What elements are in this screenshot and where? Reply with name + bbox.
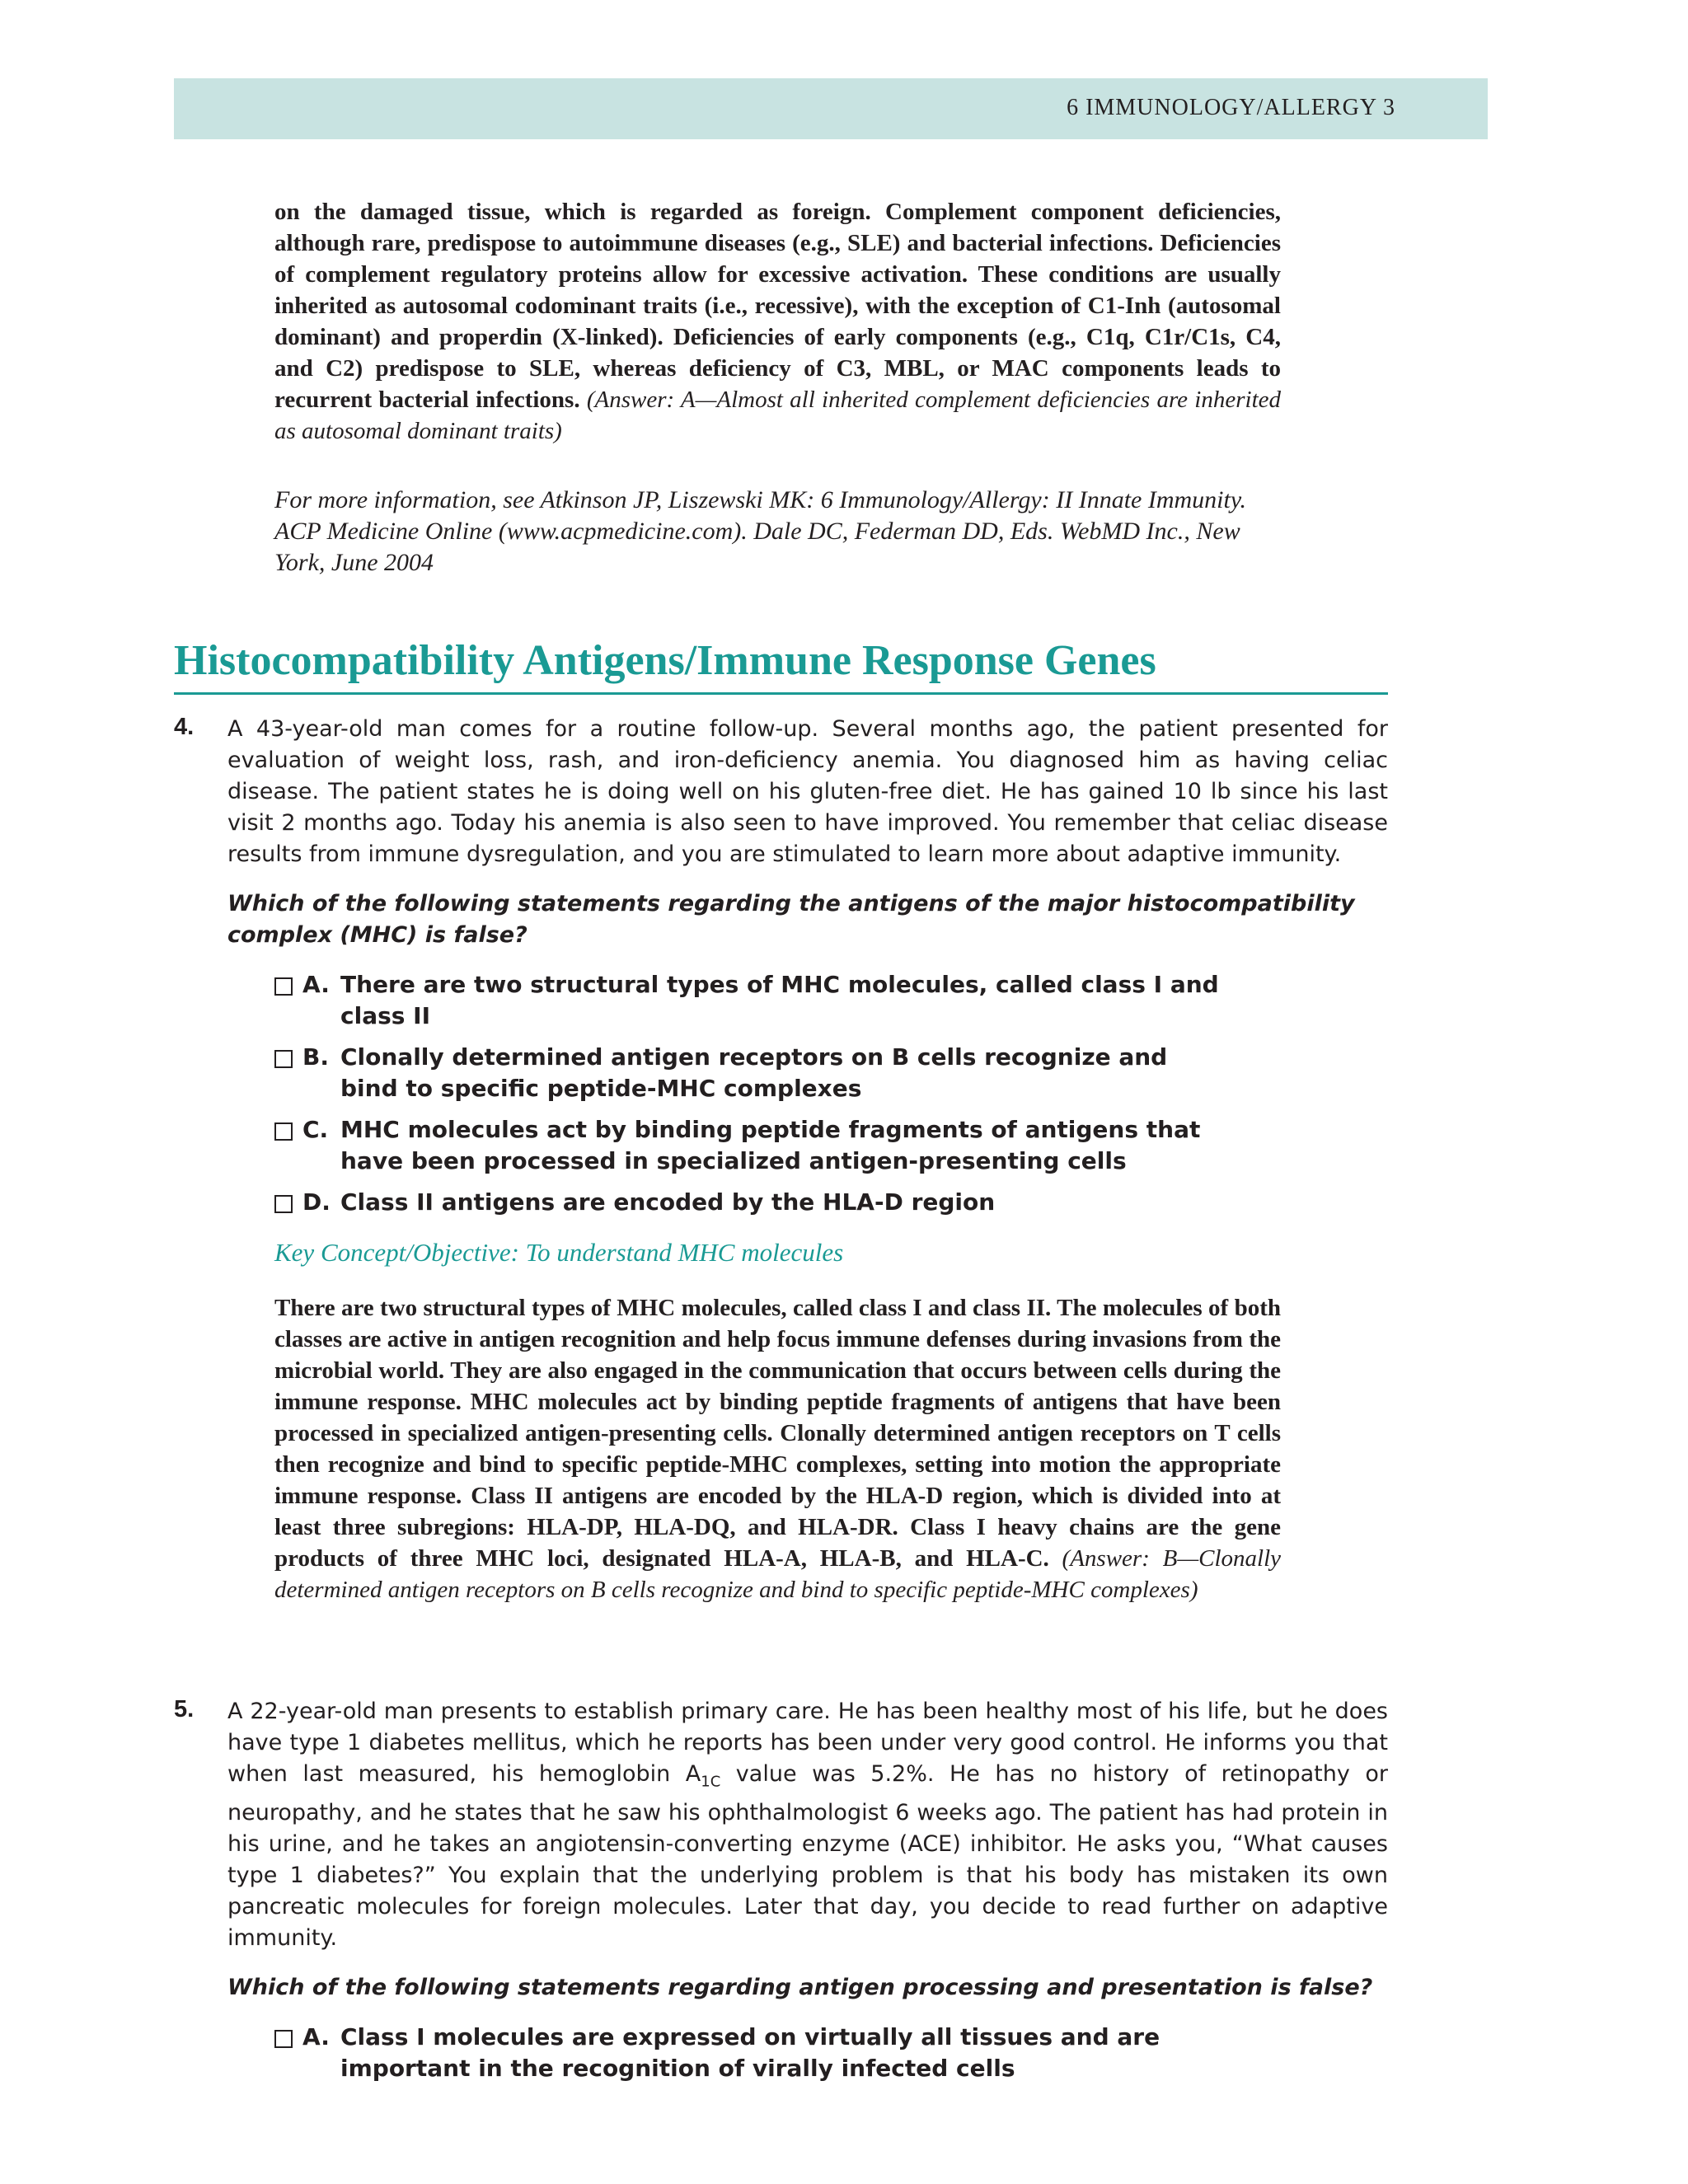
option-letter: A. xyxy=(302,2023,330,2051)
running-head: 6 IMMUNOLOGY/ALLERGY 3 xyxy=(1067,95,1395,120)
checkbox-icon[interactable] xyxy=(274,1122,293,1141)
options-list xyxy=(274,969,1222,1218)
stem-part-2: value was 5.2%. He has no history of retinopathy or neuropathy, and he states that he saw his ophthalmologist 6 weeks ago. The patient has had protein in his urine, and he takes an angiotensin-converting enzyme (ACE) inhibitor. He asks you, “What causes type 1 diabetes?” You explain that the underlying problem is that his body has mistaken its own pancreatic molecules for foreign molecules. Later that day, you decide to read further on adaptive immunity. xyxy=(227,1761,1388,1952)
option-letter: B. xyxy=(302,1043,329,1071)
option-a[interactable] xyxy=(274,969,1222,1032)
previous-explanation-text: on the damaged tissue, which is regarded as foreign. Complement component deficiencies, although rare, predispose to autoimmune diseases (e.g., SLE) and bacterial infections. Deficiencies of complement regulatory proteins allow for excessive activation. These conditions are usually inherited as autosomal codominant traits (i.e., recessive), with the exception of C1-Inh (autosomal dominant) and properdin (X-linked). Deficiencies of early components (e.g., C1q, C1r/C1s, C4, and C2) predispose to SLE, whereas deficiency of C3, MBL, or MAC components leads to recurrent bacterial infections. xyxy=(274,199,1281,413)
answer-explanation xyxy=(274,1292,1281,1605)
checkbox-icon[interactable] xyxy=(274,1195,293,1213)
option-letter: A. xyxy=(302,971,330,998)
previous-answer-explanation xyxy=(274,196,1281,447)
option-text: Class I molecules are expressed on virtually all tissues and are important in the recognition of virally infected cells xyxy=(340,2023,1160,2083)
options-list xyxy=(274,2022,1222,2084)
question-prompt: Which of the following statements regarding the antigens of the major histocompatibility complex (MHC) is false? xyxy=(227,891,1355,948)
option-letter: D. xyxy=(302,1188,331,1216)
option-text: Class II antigens are encoded by the HLA-D region xyxy=(340,1188,996,1216)
option-a[interactable] xyxy=(274,2022,1222,2084)
subscript: 1C xyxy=(701,1773,721,1791)
question-5 xyxy=(174,1696,1388,2094)
checkbox-icon[interactable] xyxy=(274,1050,293,1068)
option-d[interactable] xyxy=(274,1187,1222,1218)
running-header-band xyxy=(174,78,1488,139)
option-text: There are two structural types of MHC molecules, called class I and class II xyxy=(340,971,1219,1029)
question-stem: A 43-year-old man comes for a routine follow-up. Several months ago, the patient presented for evaluation of weight loss, rash, and iron-deficiency anemia. You diagnosed him as having celiac disease. The patient states he is doing well on his gluten-free diet. He has gained 10 lb since his last visit 2 months ago. Today his anemia is also seen to have improved. You remember that celiac disease results from immune dysregulation, and you are stimulated to learn more about adaptive immunity. xyxy=(227,716,1388,867)
stem-part-1: A 22-year-old man presents to establish primary care. He has been healthy most of his life, but he does have type 1 diabetes mellitus, which he reports has been under very good control. He informs you that when last measured, his hemoglobin A xyxy=(227,1699,1388,1787)
question-number: 4. xyxy=(174,714,195,740)
question-number: 5. xyxy=(174,1696,195,1722)
more-info-reference: For more information, see Atkinson JP, Liszewski MK: 6 Immunology/Allergy: II Innate Immunity. ACP Medicine Online (www.acpmedicine.com). Dale DC, Federman DD, Eds. WebMD Inc., New York, June 2004 xyxy=(274,486,1247,576)
question-stem xyxy=(227,1696,1388,1954)
key-concept: Key Concept/Objective: To understand MHC molecules xyxy=(274,1238,844,1267)
checkbox-icon[interactable] xyxy=(274,2030,293,2048)
option-letter: C. xyxy=(302,1116,329,1143)
section-title: Histocompatibility Antigens/Immune Response Genes xyxy=(174,636,1388,695)
option-b[interactable] xyxy=(274,1042,1222,1104)
explanation-text: There are two structural types of MHC molecules, called class I and class II. The molecules of both classes are active in antigen recognition and help focus immune defenses during invasions from the microbial world. They are also engaged in the communication that occurs between cells during the immune response. MHC molecules act by binding peptide fragments of antigens that have been processed in specialized antigen-presenting cells. Clonally determined antigen receptors on T cells then recognize and bind to specific peptide-MHC complexes, setting into motion the appropriate immune response. Class II antigens are encoded by the HLA-D region, which is divided into at least three subregions: HLA-DP, HLA-DQ, and HLA-DR. Class I heavy chains are the gene products of three MHC loci, designated HLA-A, HLA-B, and HLA-C. xyxy=(274,1295,1281,1572)
option-text: Clonally determined antigen receptors on B cells recognize and bind to specific peptide-MHC complexes xyxy=(340,1043,1168,1102)
previous-answer: (Answer: A—Almost all inherited complement deficiencies are inherited as autosomal dominant traits) xyxy=(274,387,1281,444)
option-c[interactable] xyxy=(274,1114,1222,1177)
question-prompt: Which of the following statements regarding antigen processing and presentation is false? xyxy=(227,1975,1373,2001)
answer-text: (Answer: B—Clonally determined antigen receptors on B cells recognize and bind to specific peptide-MHC complexes) xyxy=(274,1545,1281,1603)
option-text: MHC molecules act by binding peptide fragments of antigens that have been processed in specialized antigen-presenting cells xyxy=(340,1116,1201,1174)
question-4 xyxy=(174,714,1388,1605)
checkbox-icon[interactable] xyxy=(274,977,293,996)
